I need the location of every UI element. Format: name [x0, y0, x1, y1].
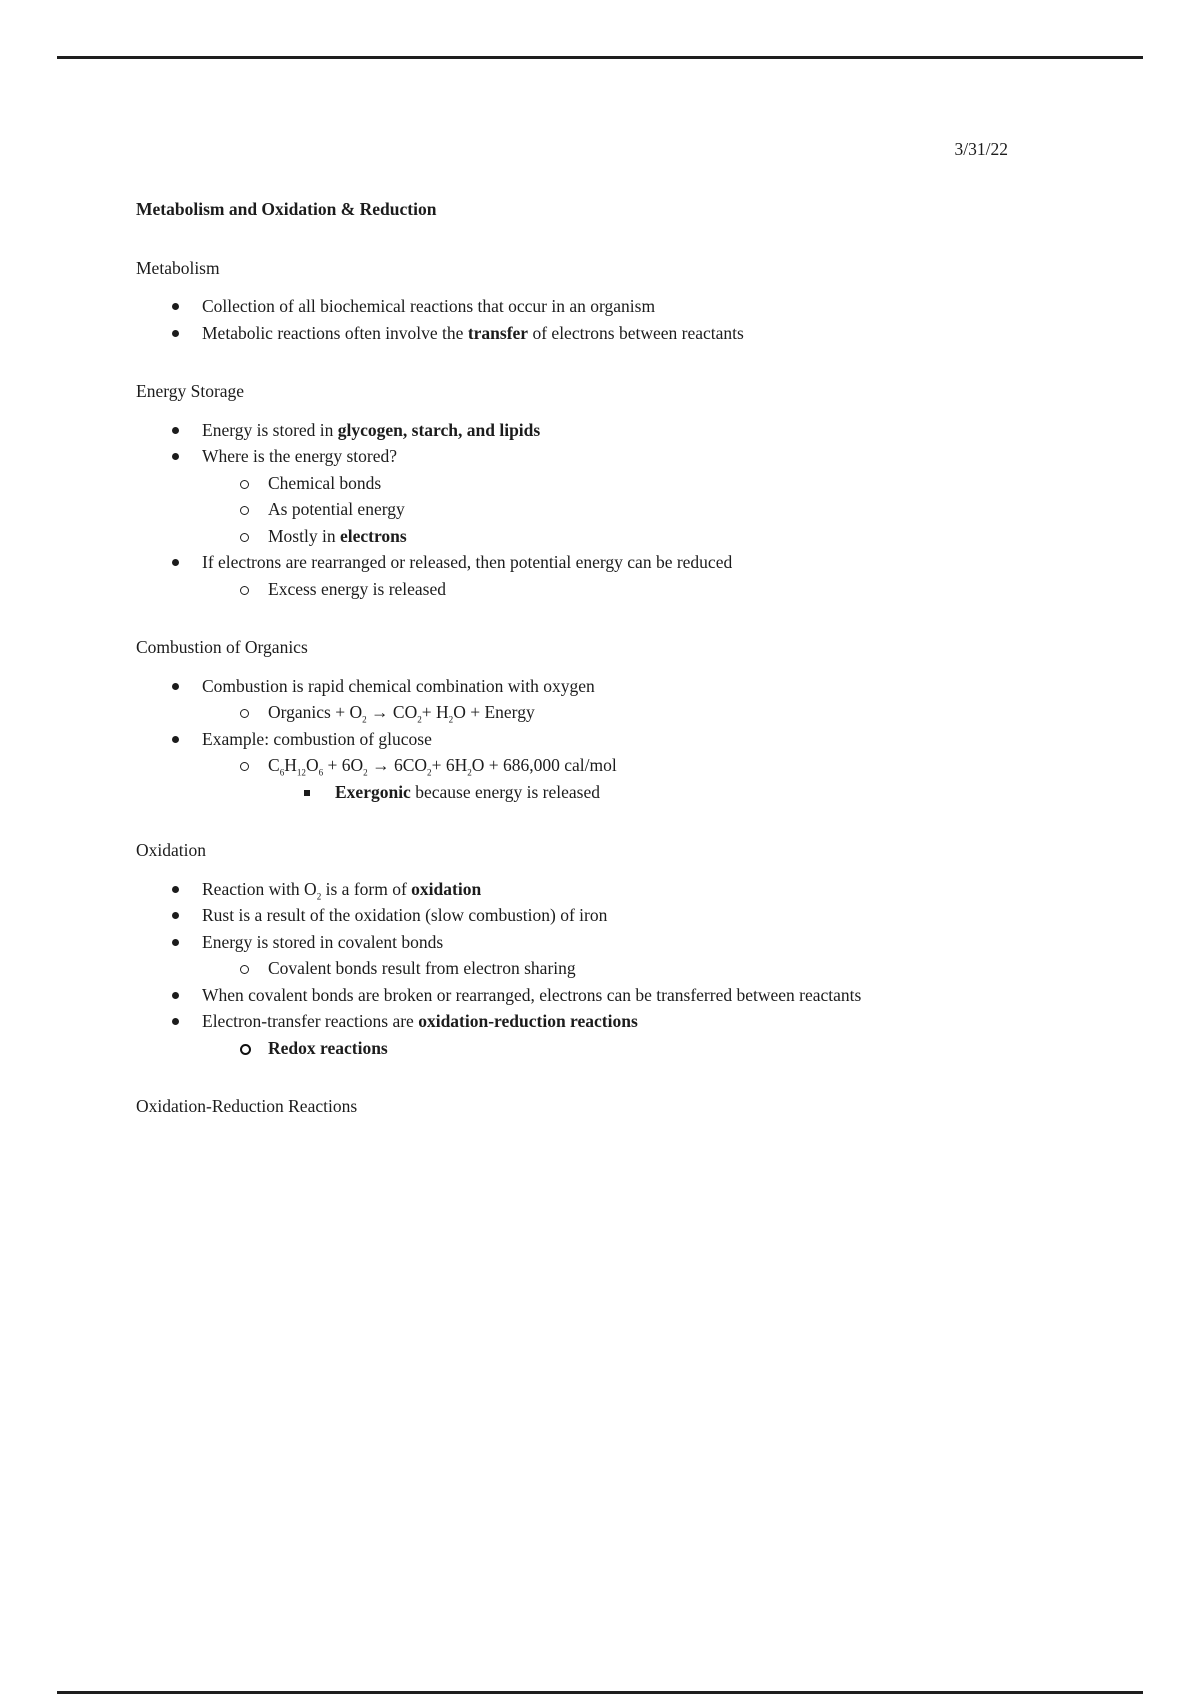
list-item	[136, 779, 1064, 806]
bullet-marker	[172, 886, 179, 893]
list-item-text: Energy is stored in covalent bonds	[202, 931, 444, 952]
document-sections	[136, 255, 1064, 1120]
list-item-text: Example: combustion of glucose	[202, 728, 432, 749]
bullet-marker	[172, 559, 179, 566]
list-item	[136, 496, 1064, 523]
list-item-text: Covalent bonds result from electron sharing	[268, 958, 576, 978]
list-item	[136, 699, 1064, 726]
bullet-marker	[240, 762, 249, 771]
list-item-text: Where is the energy stored?	[202, 446, 398, 466]
list-item-text: $C_6H_{12}O_6 + 6O_2 \to 6CO_2+ 6H_2O + 686,000$ cal/mol	[268, 755, 617, 778]
list-item	[136, 752, 1064, 779]
list-item-text: Reaction with $O_2$ is a form of oxidation	[202, 878, 482, 901]
bullet-marker	[172, 1018, 179, 1025]
list-item-text: Metabolic reactions often involve the transfer of electrons between reactants	[202, 322, 744, 343]
bullet-marker	[240, 533, 249, 542]
list-item	[136, 982, 1064, 1009]
bullet-marker	[240, 506, 249, 515]
list-item-text: Chemical bonds	[268, 472, 382, 493]
list-item	[136, 523, 1064, 550]
bullet-marker	[240, 480, 249, 489]
bullet-marker	[240, 1044, 251, 1055]
list-item	[136, 876, 1064, 903]
bullet-marker	[172, 992, 179, 999]
list-item-text: Redox reactions	[268, 1037, 388, 1058]
list-item-text: Rust is a result of the oxidation (slow combustion) of iron	[202, 905, 608, 925]
document-content	[136, 196, 1064, 1132]
section	[136, 1093, 1064, 1120]
list-item-text: Electron-transfer reactions are oxidation-reduction reactions	[202, 1011, 638, 1031]
list-item-text: Excess energy is released	[268, 578, 447, 599]
list-item-text: Collection of all biochemical reactions that occur in an organism	[202, 296, 656, 316]
section	[136, 255, 1064, 347]
list-item	[136, 576, 1064, 603]
bullet-marker	[172, 683, 179, 690]
bullet-marker	[172, 939, 179, 946]
top-horizontal-rule	[57, 56, 1143, 59]
section	[136, 378, 1064, 602]
list-item-text: As potential energy	[268, 499, 405, 519]
list-item-text: Organics + $O_2 \to CO_2+ H_2O$ + Energy	[268, 702, 535, 725]
list-item	[136, 726, 1064, 753]
document-title: Metabolism and Oxidation & Reduction	[136, 199, 437, 219]
bullet-marker	[240, 586, 249, 595]
list-item-text: Combustion is rapid chemical combination with oxygen	[202, 675, 595, 696]
bullet-marker	[172, 736, 179, 743]
bottom-horizontal-rule	[57, 1691, 1143, 1694]
section	[136, 837, 1064, 1061]
list-item	[136, 470, 1064, 497]
list-item-text: Mostly in electrons	[268, 525, 407, 546]
list-item-text: Exergonic because energy is released	[335, 781, 600, 802]
list-item	[136, 1035, 1064, 1062]
bullet-marker	[172, 330, 179, 337]
section-heading: Energy Storage	[136, 381, 245, 401]
list-item	[136, 293, 1064, 320]
date: 3/31/22	[954, 139, 1008, 159]
list-item	[136, 902, 1064, 929]
list-item-text: When covalent bonds are broken or rearranged, electrons can be transferred between reactants	[202, 984, 862, 1005]
list-item	[136, 443, 1064, 470]
bullet-marker	[240, 709, 249, 718]
bullet-marker	[240, 965, 249, 974]
list-item-text: Energy is stored in glycogen, starch, and lipids	[202, 419, 541, 440]
list-item-text: If electrons are rearranged or released, then potential energy can be reduced	[202, 552, 733, 572]
bullet-marker	[172, 912, 179, 919]
section-heading: Oxidation	[136, 840, 206, 860]
list-item	[136, 929, 1064, 956]
section-heading: Metabolism	[136, 257, 220, 278]
list-item	[136, 1008, 1064, 1035]
section-heading: Combustion of Organics	[136, 637, 308, 657]
list-item	[136, 673, 1064, 700]
list-item	[136, 320, 1064, 347]
bullet-marker	[172, 303, 179, 310]
bullet-marker	[304, 790, 310, 796]
bullet-marker	[172, 453, 179, 460]
list-item	[136, 955, 1064, 982]
section-heading: Oxidation-Reduction Reactions	[136, 1096, 358, 1116]
list-item	[136, 417, 1064, 444]
section	[136, 634, 1064, 805]
bullet-marker	[172, 427, 179, 434]
list-item	[136, 549, 1064, 576]
